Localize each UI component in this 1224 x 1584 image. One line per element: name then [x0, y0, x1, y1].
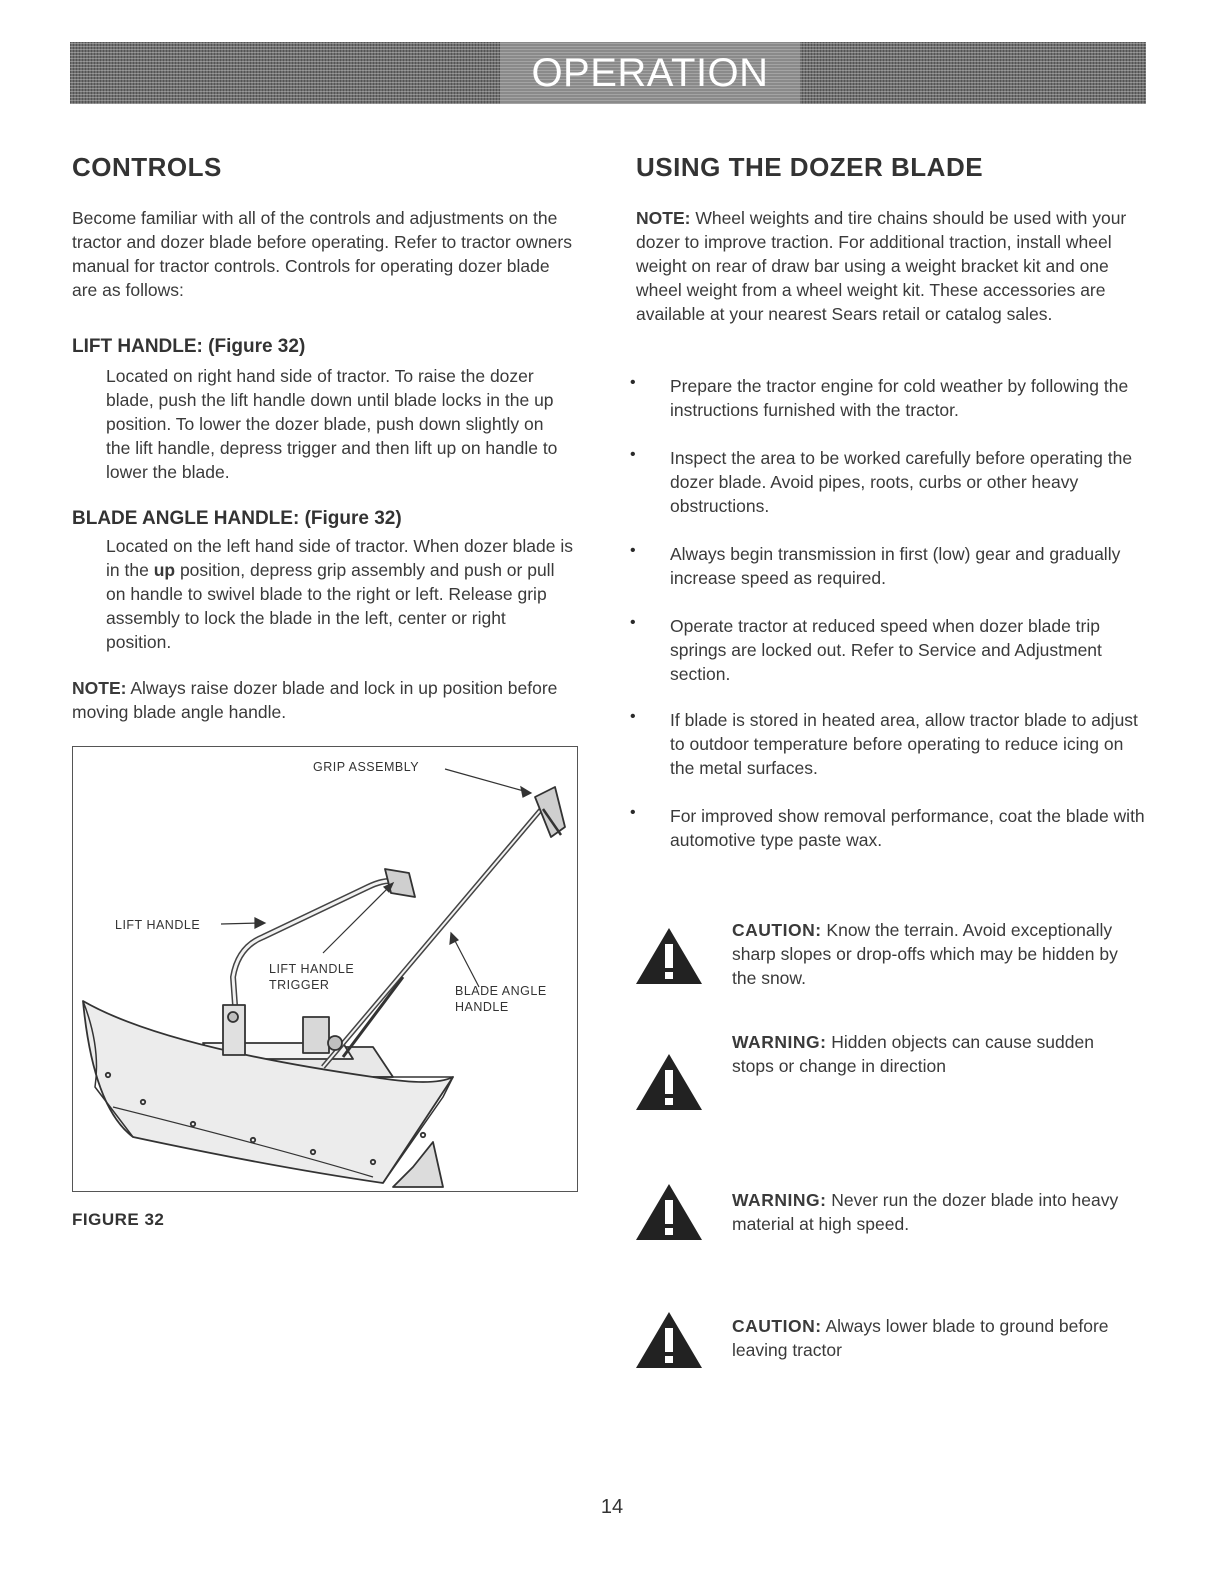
warning-item: WARNING: Hidden objects can cause sudden stops or change in direction: [732, 1032, 1094, 1076]
label-lift-handle: LIFT HANDLE: [115, 918, 201, 932]
caution-triangle-icon: [634, 1310, 704, 1370]
dozer-note: NOTE: Wheel weights and tire chains should be used with your dozer to improve traction. For additional traction, install wheel weight on rear of draw bar using a weight bracket kit and one wheel weight from a wheel weight kit. These accessories are available at your nearest Sears retail or catalog sales.: [636, 208, 1127, 324]
label-grip-assembly: GRIP ASSEMBLY: [313, 760, 420, 774]
dozer-heading: USING THE DOZER BLADE: [636, 152, 984, 182]
bullet-item: Operate tractor at reduced speed when dozer blade trip springs are locked out. Refer to Service and Adjustment section.: [670, 616, 1102, 684]
blade-angle-up-emphasis: up: [153, 560, 176, 580]
figure-32: [72, 746, 578, 1192]
blade-angle-text: Located on the left hand side of tractor. When dozer blade is in the up position, depress grip assembly and push or pull on handle to swivel blade to the right or left. Release grip assembly to lock the blade in the left, center or right position.: [106, 536, 573, 652]
bullet-item: If blade is stored in heated area, allow tractor blade to adjust to outdoor temperature before operating to reduce icing on the metal surfaces.: [670, 710, 1138, 778]
warning-label: CAUTION:: [732, 1316, 822, 1336]
warning-triangle-icon: [634, 1182, 704, 1242]
warning-label: CAUTION:: [732, 920, 822, 940]
banner-title-box: [500, 42, 800, 104]
bullet-item: Always begin transmission in first (low) gear and gradually increase speed as required.: [670, 544, 1121, 588]
bullet-item: Prepare the tractor engine for cold weather by following the instructions furnished with the tractor.: [670, 376, 1129, 420]
banner-title: OPERATION: [531, 50, 769, 95]
bullet-marker: •: [630, 708, 636, 725]
bullet-item: Inspect the area to be worked carefully before operating the dozer blade. Avoid pipes, roots, curbs or other heavy obstructions.: [670, 448, 1133, 516]
page-number: 14: [600, 1496, 624, 1518]
warning-triangle-icon: [634, 1052, 704, 1112]
dozer-note-label: NOTE:: [636, 208, 691, 228]
bullet-marker: •: [630, 614, 636, 631]
warning-label: WARNING:: [732, 1032, 827, 1052]
warning-label: WARNING:: [732, 1190, 827, 1210]
bullet-marker: •: [630, 542, 636, 559]
controls-note-label: NOTE:: [72, 678, 127, 698]
blade-angle-title: BLADE ANGLE HANDLE: (Figure 32): [72, 508, 402, 529]
warning-item: CAUTION: Know the terrain. Avoid exceptionally sharp slopes or drop-offs which may be hidden by the snow.: [732, 920, 1118, 988]
warning-item: CAUTION: Always lower blade to ground before leaving tractor: [732, 1316, 1109, 1360]
controls-note: NOTE: Always raise dozer blade and lock in up position before moving blade angle handle.: [72, 678, 558, 722]
bullet-marker: •: [630, 804, 636, 821]
caution-triangle-icon: [634, 926, 704, 986]
label-lift-handle-trigger: LIFT HANDLE TRIGGER: [269, 962, 355, 992]
bullet-item: For improved show removal performance, coat the blade with automotive type paste wax.: [670, 806, 1145, 850]
warning-item: WARNING: Never run the dozer blade into heavy material at high speed.: [732, 1190, 1119, 1234]
header-banner: [70, 42, 1146, 104]
controls-intro: Become familiar with all of the controls and adjustments on the tractor and dozer blade before operating. Refer to tractor owners manual for tractor controls. Controls for operating dozer blade are as follows:: [72, 208, 572, 300]
label-blade-angle-handle: BLADE ANGLE HANDLE: [455, 984, 547, 1014]
lift-handle-text: Located on right hand side of tractor. To raise the dozer blade, push the lift handle down until blade locks in the up position. To lower the dozer blade, push down slightly on the lift handle, depress trigger and then lift up on handle to lower the blade.: [106, 366, 558, 482]
bullet-marker: •: [630, 374, 636, 391]
bullet-marker: •: [630, 446, 636, 463]
lift-handle-title: LIFT HANDLE: (Figure 32): [72, 336, 306, 357]
figure-caption: FIGURE 32: [72, 1210, 165, 1229]
controls-heading: CONTROLS: [72, 152, 222, 182]
